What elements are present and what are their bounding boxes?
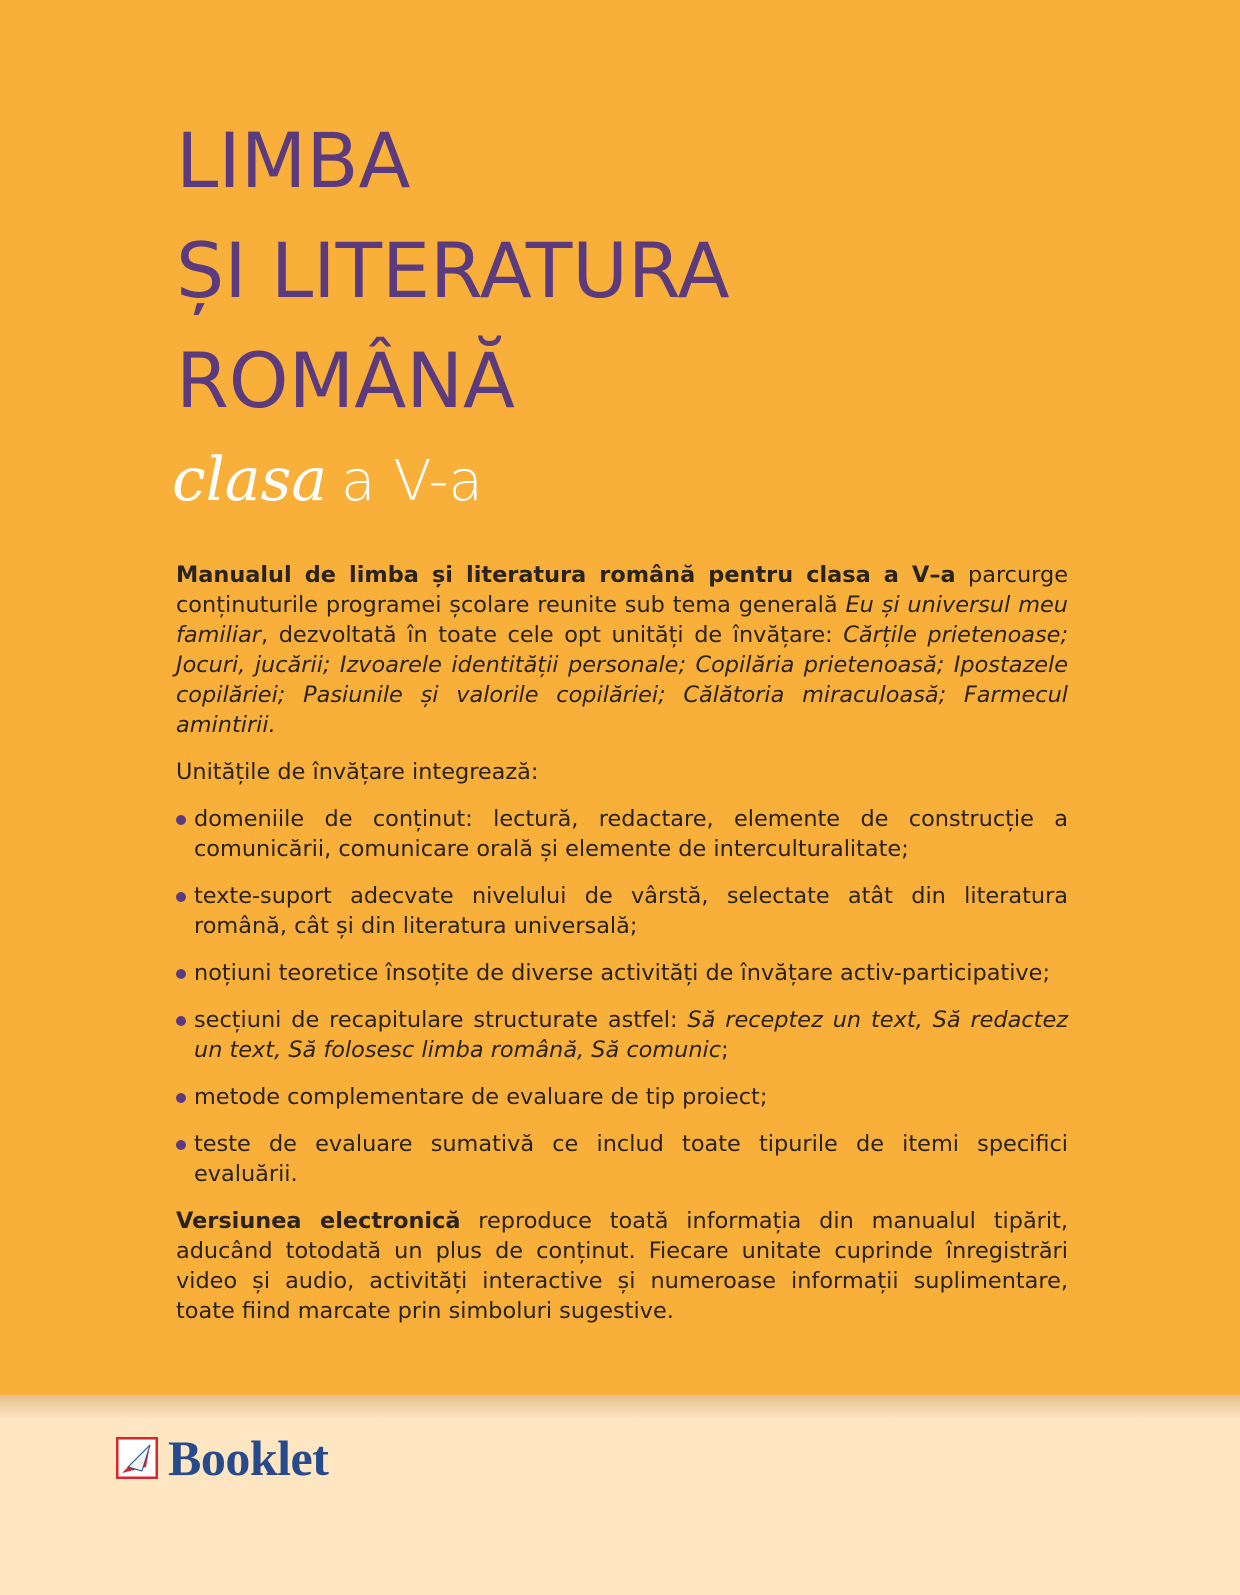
list-item-text: texte-suport adecvate nivelului de vârstă, selectate atât din literatura română, cât și din literatura universală; — [194, 883, 1068, 939]
integrates-heading: Unitățile de învățare integrează: — [176, 759, 539, 785]
subtitle-grade: a V-a — [341, 449, 483, 514]
intro-text1: parcurge conținuturile programei școlare reunite sub tema generală — [176, 562, 1068, 618]
list-item-text: teste de evaluare sumativă ce includ toate tipurile de itemi specifici evaluării. — [194, 1131, 1068, 1187]
intro-units: Cărțile prietenoase; Jocuri, jucării; Izvoarele identității personale; Copilăria prietenoasă; Ipostazele copilăriei; Pasiunile și valorile copilăriei; Călătoria miraculoasă; Farmecul amintirii. — [176, 622, 1068, 738]
electronic-paragraph — [176, 1206, 1068, 1326]
feature-list — [176, 804, 1068, 1189]
intro-text2: , dezvoltată în toate cele opt unități de învățare: — [261, 622, 844, 648]
bullet-icon — [176, 1016, 186, 1026]
list-item-text-pre: secțiuni de recapitulare structurate astfel: — [194, 1007, 688, 1033]
bullet-icon — [176, 892, 186, 902]
intro-paragraph — [176, 560, 1068, 740]
book-title — [176, 106, 730, 436]
title-line-3: ROMÂNĂ — [176, 336, 516, 425]
intro-bold: Manualul de limba și literatura română pentru clasa a V–a — [176, 562, 956, 588]
intro-theme: Eu și universul meu familiar — [176, 592, 1068, 648]
publisher-name: Booklet — [168, 1430, 329, 1486]
electronic-bold: Versiunea electronică — [176, 1208, 461, 1234]
description — [176, 560, 1068, 1343]
bullet-icon — [176, 1140, 186, 1150]
bullet-icon — [176, 969, 186, 979]
title-line-1: LIMBA — [176, 116, 411, 205]
list-item — [176, 881, 1068, 941]
list-item — [176, 804, 1068, 864]
publisher-logo — [116, 1430, 329, 1486]
subtitle-script: clasa — [172, 445, 328, 515]
list-item-text: noțiuni teoretice însoțite de diverse activități de învățare activ-participative; — [194, 960, 1050, 986]
list-item-text-italic: Să receptez un text, Să redactez un text, Să folosesc limba română, Să comunic — [194, 1007, 1068, 1063]
list-item — [176, 958, 1068, 988]
booklet-logo-icon — [116, 1437, 158, 1479]
list-item — [176, 1005, 1068, 1065]
list-item — [176, 1082, 1068, 1112]
bullet-icon — [176, 1093, 186, 1103]
bullet-icon — [176, 815, 186, 825]
electronic-text: reproduce toată informația din manualul tipărit, aducând totodată un plus de conținut. Fiecare unitate cuprinde înregistrări video și audio, activități interactive și numeroase informații suplimentare, toate fiind marcate prin simboluri sugestive. — [176, 1208, 1068, 1324]
footer-band — [0, 1395, 1240, 1595]
list-item-text: metode complementare de evaluare de tip proiect; — [194, 1084, 768, 1110]
title-line-2: ȘI LITERATURA — [176, 226, 730, 315]
list-item-text: domeniile de conținut: lectură, redactare, elemente de construcție a comunicării, comunicare orală și elemente de interculturalitate; — [194, 806, 1068, 862]
list-item — [176, 1129, 1068, 1189]
footer-shadow — [0, 1395, 1240, 1419]
list-item-text-post: ; — [721, 1037, 729, 1063]
grade-subtitle — [172, 445, 483, 515]
